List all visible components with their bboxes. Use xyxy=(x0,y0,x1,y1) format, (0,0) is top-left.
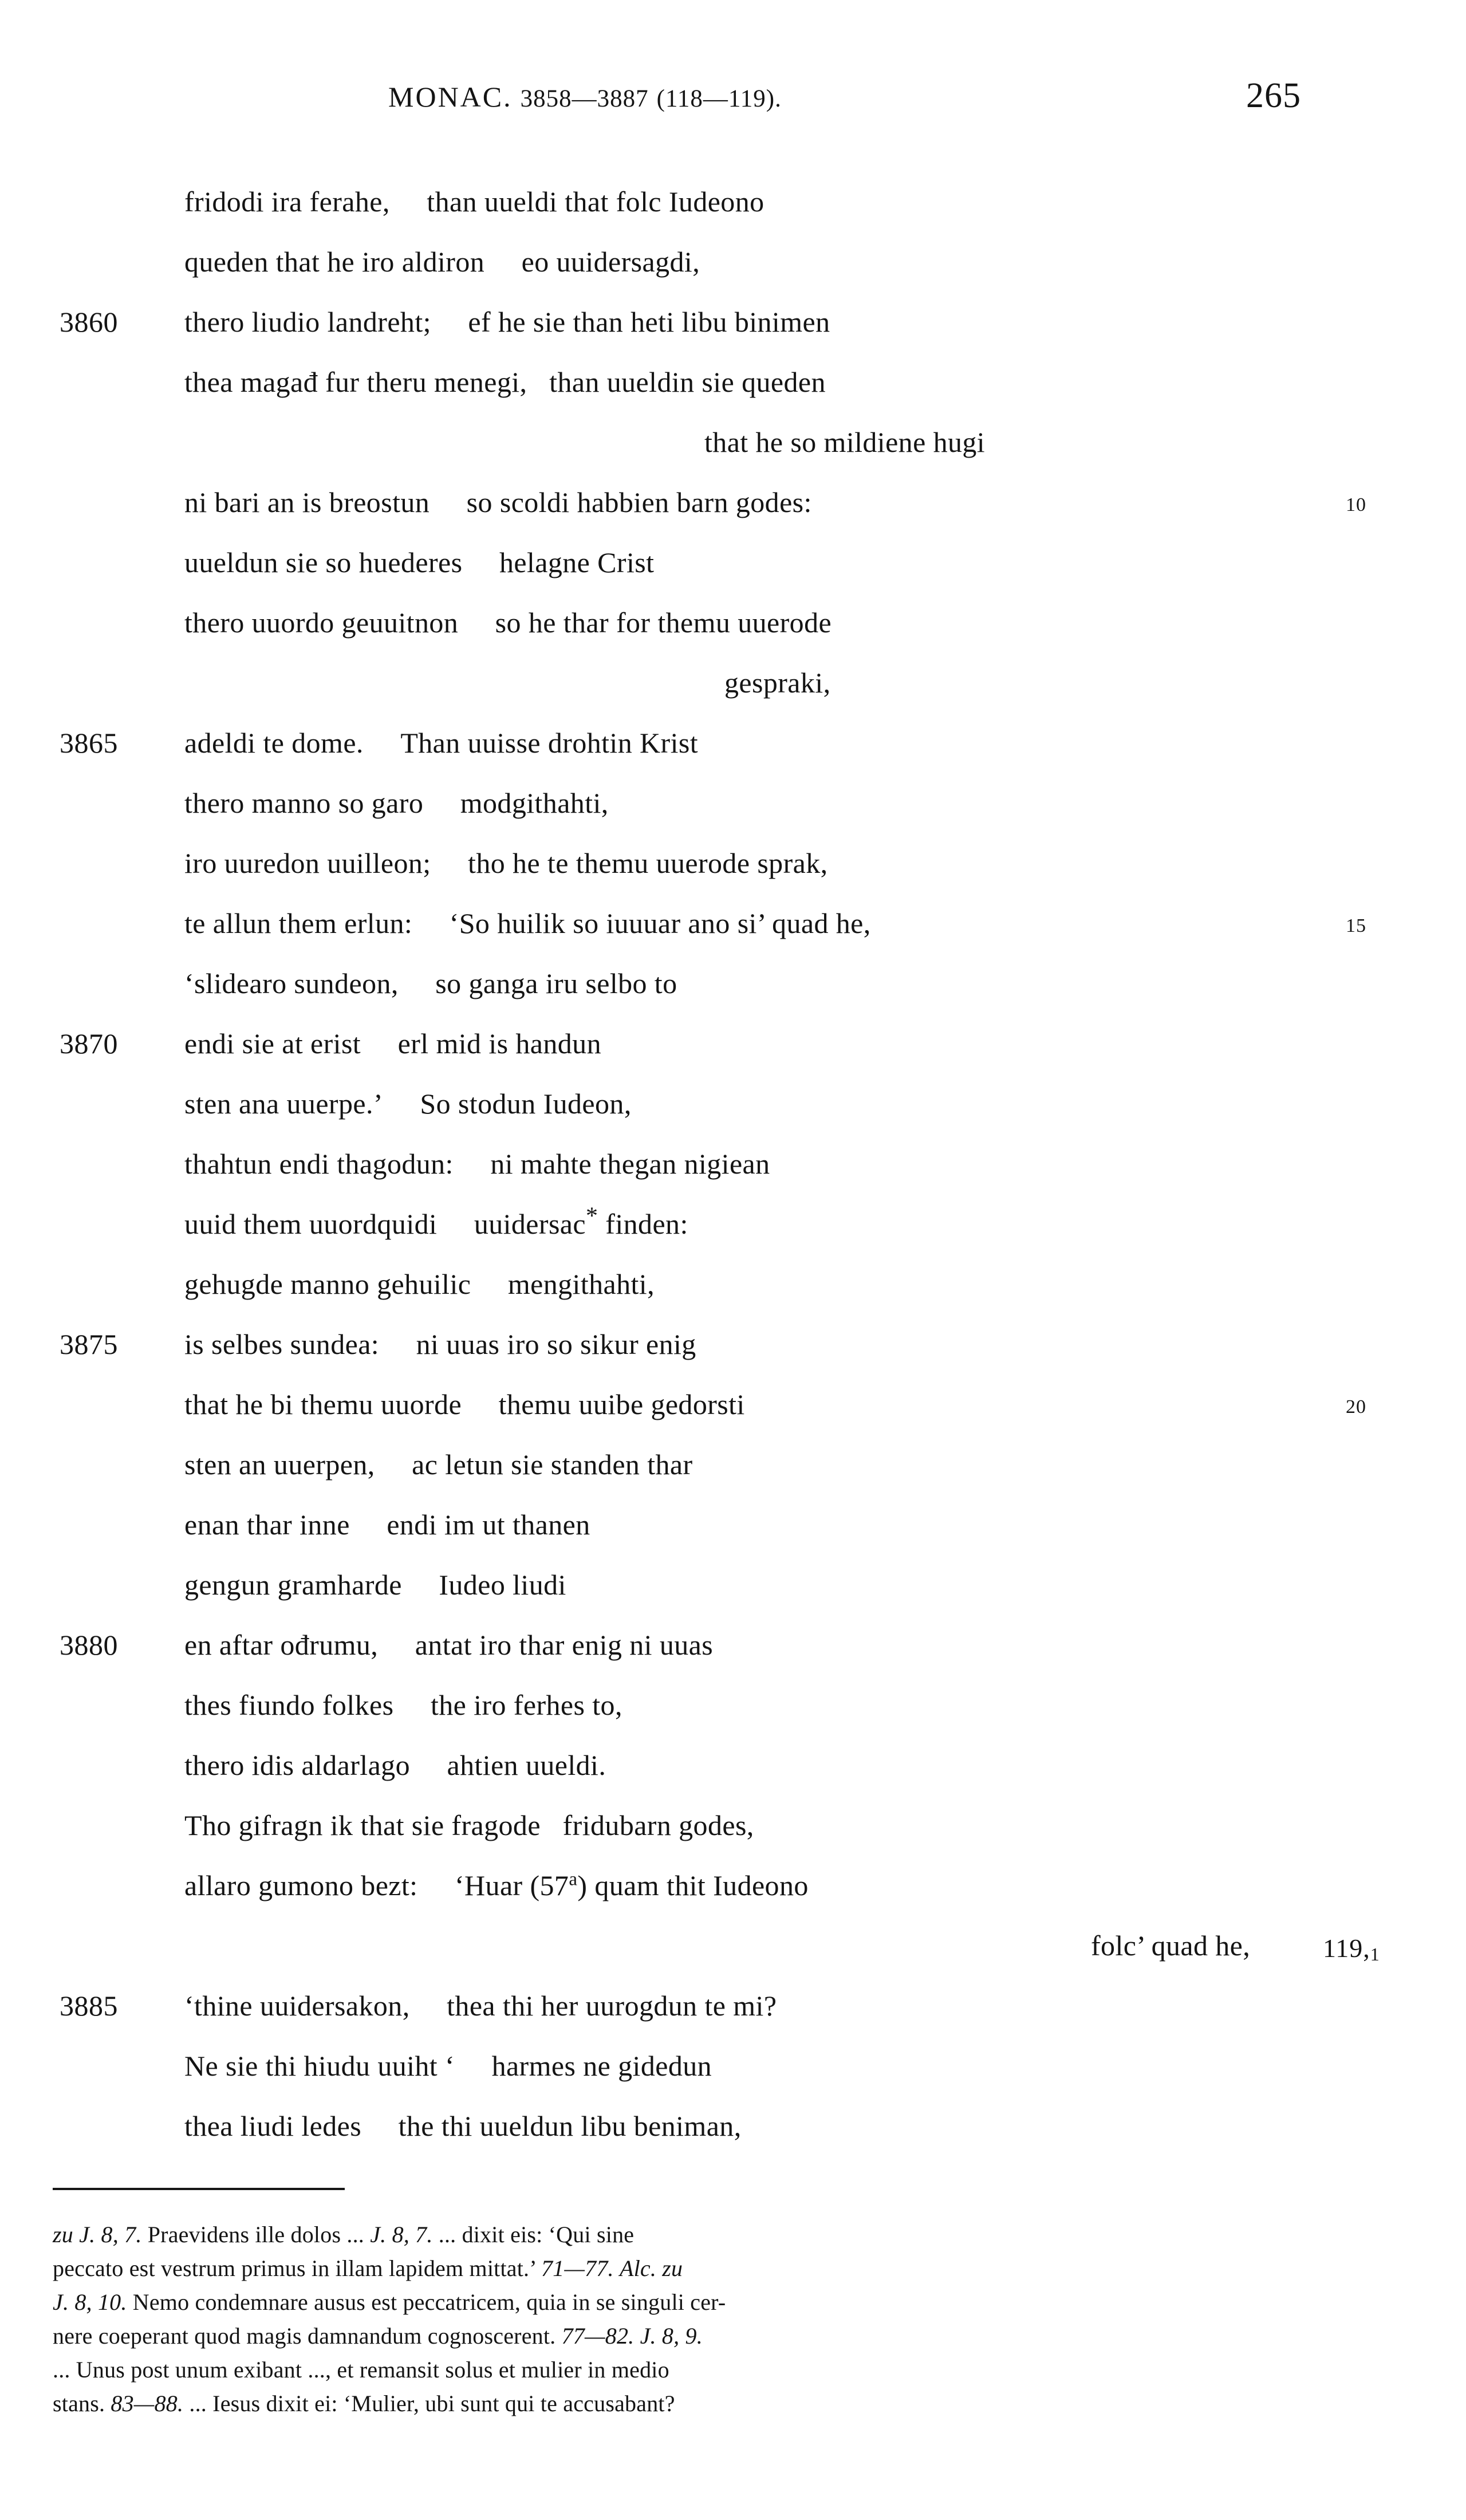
verse-line-text: thea magađ fur theru menegi, than uueldin sie queden xyxy=(184,366,826,398)
footnote-rule xyxy=(53,2188,345,2190)
page-number: 265 xyxy=(1246,76,1301,115)
hemistich-gap xyxy=(361,1027,398,1060)
verse-line-text: sten ana uuerpe.’ So stodun Iudeon, xyxy=(184,1088,632,1120)
hemistich-gap xyxy=(378,1629,415,1661)
marginal-line-number: 10 xyxy=(1346,494,1366,515)
hemistich-gap xyxy=(431,306,468,338)
verse-line-text: thahtun endi thagodun: ni mahte thegan nigiean xyxy=(184,1148,770,1180)
verse-line xyxy=(0,1134,1466,1194)
footnote-block xyxy=(53,2218,1416,2420)
hemistich-gap xyxy=(423,787,460,819)
footnote-line: nere coeperant quod magis damnandum cognoscerent. 77—82. J. 8, 9. xyxy=(53,2323,703,2349)
verse-line-text: te allun them erlun: ‘So huilik so iuuuar ano si’ quad he, xyxy=(184,907,871,939)
manuscript-label: MONAC. xyxy=(388,81,513,113)
hemistich-gap xyxy=(462,546,499,578)
verse-line xyxy=(0,954,1466,1014)
footnote-italic: J. 8, 10. xyxy=(53,2289,127,2315)
verse-line-text: thea liudi ledes the thi uueldun libu beniman, xyxy=(184,2110,742,2142)
verse-line-text: ‘thine uuidersakon, thea thi her uurogdun te mi? xyxy=(184,1990,777,2022)
verse-line xyxy=(0,1435,1466,1495)
folio-range: (118—119). xyxy=(656,85,782,112)
verse-line-number: 3870 xyxy=(60,1027,118,1060)
verse-line-text: ‘slidearo sundeon, so ganga iru selbo to xyxy=(184,967,677,999)
footnote-line: stans. 83—88. ... Iesus dixit ei: ‘Mulier, ubi sunt qui te accusabant? xyxy=(53,2391,675,2416)
verse-line xyxy=(0,1074,1466,1134)
verse-line xyxy=(0,472,1466,533)
verse-line-text: uuid them uuordquidi uuidersac* finden: xyxy=(184,1203,688,1240)
verse-line-number: 3875 xyxy=(60,1328,118,1360)
verse-line-text: thero manno so garo modgithahti, xyxy=(184,787,609,819)
verse-line-number: 3865 xyxy=(60,727,118,759)
footnote-marker: * xyxy=(586,1203,598,1230)
hemistich-gap xyxy=(410,1749,447,1781)
hemistich-gap xyxy=(417,1869,455,1901)
verse-line xyxy=(0,412,1466,472)
footnote-italic: Alc. zu xyxy=(619,2255,683,2281)
verse-line xyxy=(0,1916,1466,1976)
verse-line xyxy=(0,172,1466,232)
verse-line xyxy=(0,2036,1466,2096)
verse-line-text: Ne sie thi hiudu uuiht ‘ harmes ne gidedun xyxy=(184,2050,712,2082)
hemistich-gap xyxy=(412,907,450,939)
footnote-italic: 71—77. xyxy=(541,2255,614,2281)
hemistich-gap xyxy=(375,1448,412,1480)
hemistich-gap xyxy=(462,1388,499,1420)
verse-line-text: thes fiundo folkes the iro ferhes to, xyxy=(184,1689,622,1721)
verse-line-text: enan thar inne endi im ut thanen xyxy=(184,1509,590,1541)
verse-line-text: ni bari an is breostun so scoldi habbien barn godes: xyxy=(184,486,812,518)
verse-line xyxy=(0,1615,1466,1675)
verse-line xyxy=(0,653,1466,713)
verse-line-text: folc’ quad he, xyxy=(1091,1930,1251,1962)
verse-line-text: Tho gifragn ik that sie fragode fridubarn godes, xyxy=(184,1809,754,1841)
footnote-italic: 77—82. xyxy=(561,2323,635,2349)
verse-line-text: gespraki, xyxy=(724,667,831,699)
footnote-italic: J. 8, 7. xyxy=(79,2222,142,2247)
hemistich-gap xyxy=(364,727,401,759)
hemistich-gap xyxy=(454,1148,491,1180)
verse-line xyxy=(0,232,1466,292)
running-head-title xyxy=(388,80,782,113)
hemistich-gap xyxy=(541,1809,563,1841)
hemistich-gap xyxy=(350,1509,387,1541)
verse-line-text: thero uuordo geuuitnon so he thar for themu uuerode xyxy=(184,607,832,639)
footnote-line: peccato est vestrum primus in illam lapidem mittat.’ 71—77. Alc. zu xyxy=(53,2255,683,2281)
hemistich-gap xyxy=(393,1689,431,1721)
hemistich-gap xyxy=(458,607,495,639)
folio-superscript: a xyxy=(569,1869,578,1890)
verse-line xyxy=(0,1856,1466,1916)
hemistich-gap xyxy=(429,486,467,518)
verse-line xyxy=(0,713,1466,773)
hemistich-gap xyxy=(410,1990,447,2022)
verse-line xyxy=(0,1555,1466,1615)
footnote-italic: J. 8, 7. xyxy=(370,2222,433,2247)
verse-line-number: 3880 xyxy=(60,1629,118,1661)
hemistich-gap xyxy=(383,1088,420,1120)
verse-line-text: endi sie at erist erl mid is handun xyxy=(184,1027,601,1060)
verse-line-text: en aftar ođrumu, antat iro thar enig ni uuas xyxy=(184,1629,714,1661)
verse-line-text: queden that he iro aldiron eo uuidersagdi, xyxy=(184,246,700,278)
verse-line xyxy=(0,2096,1466,2156)
verse-line xyxy=(0,1976,1466,2036)
hemistich-gap xyxy=(431,847,468,879)
verse-line xyxy=(0,1495,1466,1555)
footnote-line: zu J. 8, 7. Praevidens ille dolos ... J. 8, 7. ... dixit eis: ‘Qui sine xyxy=(53,2222,635,2247)
verse-body xyxy=(0,172,1466,2156)
marginal-line-number: 20 xyxy=(1346,1396,1366,1418)
verse-line-text: sten an uuerpen, ac letun sie standen thar xyxy=(184,1448,693,1480)
hemistich-gap xyxy=(527,366,549,398)
verse-line-text: fridodi ira ferahe, than uueldi that folc Iudeono xyxy=(184,186,764,218)
hemistich-gap xyxy=(379,1328,416,1360)
hemistich-gap xyxy=(361,2110,399,2142)
footnote-line: J. 8, 10. Nemo condemnare ausus est peccatricem, quia in se singuli cer- xyxy=(53,2289,726,2315)
verse-line-text: that he bi themu uuorde themu uuibe gedorsti xyxy=(184,1388,745,1420)
verse-line xyxy=(0,893,1466,954)
verse-line xyxy=(0,1375,1466,1435)
verse-line xyxy=(0,593,1466,653)
hemistich-gap xyxy=(455,2050,492,2082)
verse-line-text: iro uuredon uuilleon; tho he te themu uuerode sprak, xyxy=(184,847,828,879)
hemistich-gap xyxy=(399,967,436,999)
hemistich-gap xyxy=(390,186,427,218)
verse-line xyxy=(0,352,1466,412)
verse-line xyxy=(0,1675,1466,1735)
verse-line-text: uueldun sie so huederes helagne Crist xyxy=(184,546,655,578)
marginal-line-number: $119,_1$ xyxy=(1323,1934,1380,1964)
verse-line xyxy=(0,1014,1466,1074)
verse-line xyxy=(0,1254,1466,1314)
hemistich-gap xyxy=(437,1208,474,1240)
footnote-italic: J. 8, 9. xyxy=(640,2323,703,2349)
verse-line xyxy=(0,1735,1466,1796)
verse-line-number: 3885 xyxy=(60,1990,118,2022)
footnote-italic: 83—88. xyxy=(111,2391,184,2416)
verse-line-number: 3860 xyxy=(60,306,118,338)
verse-line xyxy=(0,773,1466,833)
verse-line-text: thero idis aldarlago ahtien uueldi. xyxy=(184,1749,606,1781)
line-range: 3858—3887 xyxy=(520,85,649,112)
footnote-line: ... Unus post unum exibant ..., et remansit solus et mulier in medio xyxy=(53,2357,669,2383)
footnote-italic: zu xyxy=(53,2222,73,2247)
verse-line xyxy=(0,833,1466,893)
running-head xyxy=(0,76,1466,132)
verse-line xyxy=(0,533,1466,593)
verse-line-text: adeldi te dome. Than uuisse drohtin Krist xyxy=(184,727,699,759)
marginal-line-number: 15 xyxy=(1346,915,1366,936)
verse-line xyxy=(0,292,1466,352)
verse-line-text: thero liudio landreht; ef he sie than heti libu binimen xyxy=(184,306,830,338)
verse-line xyxy=(0,1194,1466,1254)
verse-line-text: allaro gumono bezt: ‘Huar (57$^a$) quam thit Iudeono xyxy=(184,1869,809,1901)
verse-line-text: gehugde manno gehuilic mengithahti, xyxy=(184,1268,655,1300)
hemistich-gap xyxy=(402,1569,439,1601)
verse-line-text: is selbes sundea: ni uuas iro so sikur enig xyxy=(184,1328,696,1360)
hemistich-gap xyxy=(471,1268,508,1300)
verse-line xyxy=(0,1314,1466,1375)
verse-line-text: gengun gramharde Iudeo liudi xyxy=(184,1569,566,1601)
verse-line xyxy=(0,1796,1466,1856)
verse-line-text: that he so mildiene hugi xyxy=(704,426,986,458)
hemistich-gap xyxy=(484,246,522,278)
